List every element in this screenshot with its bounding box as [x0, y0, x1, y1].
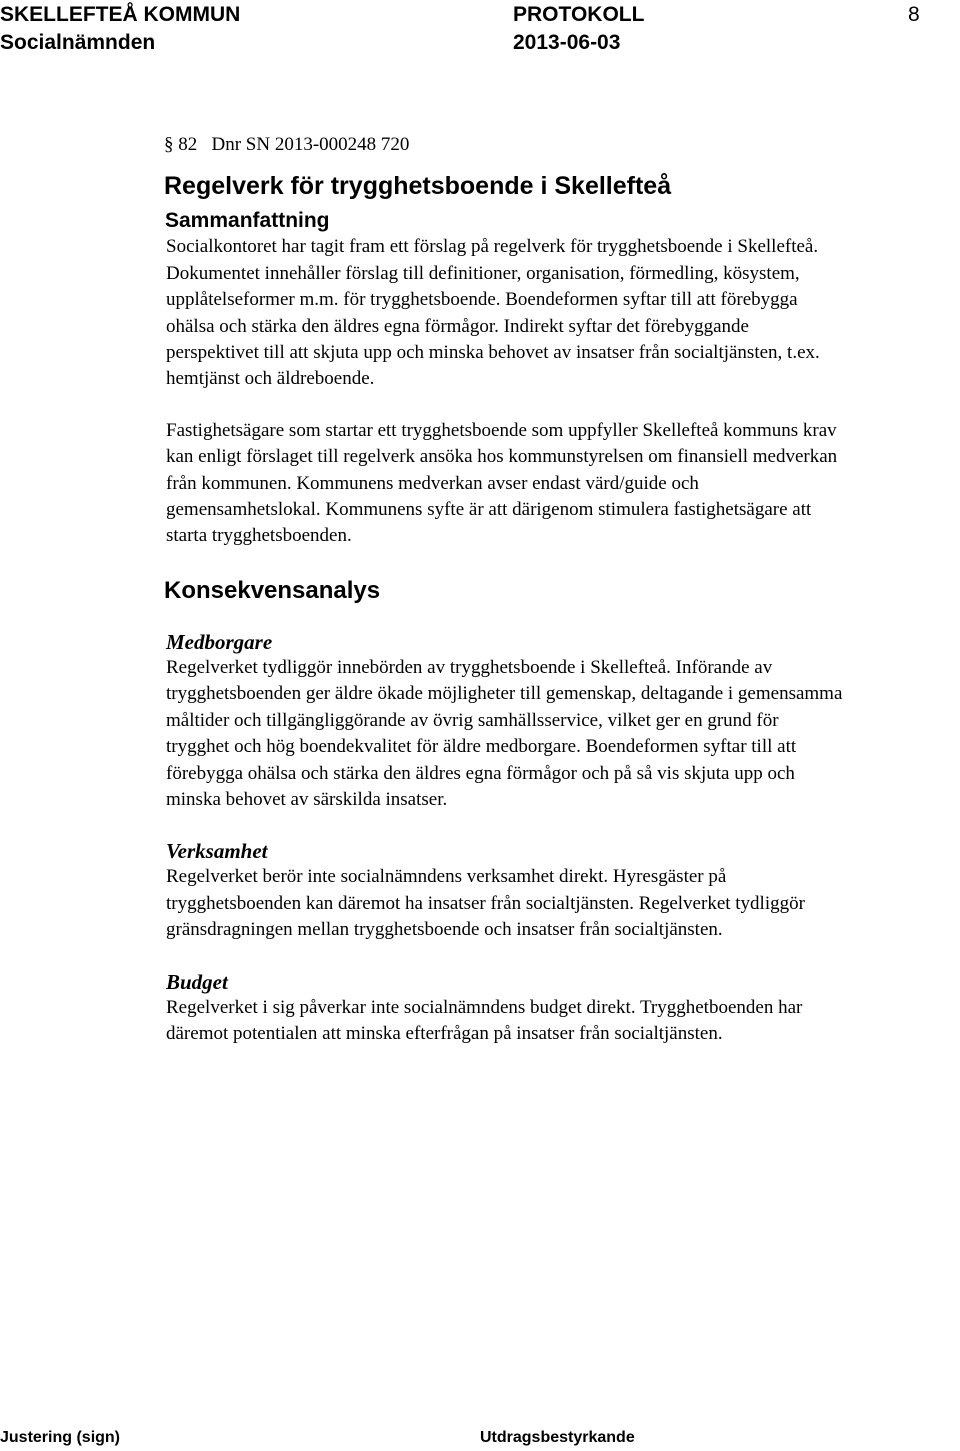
summary-paragraph-1: Socialkontoret har tagit fram ett förslag på regelverk för trygghetsboende i Skellefteå. Dokumentet innehåller förslag till definitioner, organisation, förmedling, kösystem, upplåtelseformer m.m. för trygghetsboende. Boendeformen syftar till att förebygga ohälsa och stärka den äldres egna förmågor. Indirekt syftar det förebyggande perspektivet till att skjuta upp och minska behovet av insatser från socialtjänsten, t.ex. hemtjänst och äldreboende. [166, 236, 820, 390]
citizens-text: Regelverket tydliggör innebörden av trygghetsboende i Skellefteå. Införande av trygghetsboenden ger äldre ökade möjligheter till gemenskap, deltagande i gemensamma måltider och tillgängliggörande av övrig samhällsservice, vilket ger en grund för trygghet och hög boendekvalitet för äldre medborgare. Boendeformen syftar till att förebygga ohälsa och stärka den äldres egna förmågor och på så vis skjuta upp och minska behovet av särskilda insatser. [166, 656, 843, 810]
footer-signature-label: Justering (sign) [0, 1429, 121, 1446]
page-title: Regelverk för trygghetsboende i Skellefteå [164, 172, 672, 201]
meeting-date: 2013-06-03 [513, 31, 621, 54]
document-type: PROTOKOLL [513, 3, 645, 26]
org-name: SKELLEFTEÅ KOMMUN [0, 3, 241, 26]
footer-certification-label: Utdragsbestyrkande [480, 1429, 635, 1446]
operations-text: Regelverket berör inte socialnämndens verksamhet direkt. Hyresgäster på trygghetsboenden kan däremot ha insatser från socialtjänsten. Regelverket tydliggör gränsdragningen mellan trygghetsboende och insatser från socialtjänsten. [166, 866, 805, 941]
budget-text: Regelverket i sig påverkar inte socialnämndens budget direkt. Trygghetboenden har däremot potentialen att minska efterfrågan på insatser från socialtjänsten. [166, 996, 803, 1044]
page-number: 8 [908, 3, 920, 26]
paragraph-number-line [164, 132, 846, 158]
committee-name: Socialnämnden [0, 31, 156, 54]
consequence-analysis-heading: Konsekvensanalys [164, 576, 381, 604]
section-sign: § [164, 134, 174, 155]
citizens-heading: Medborgare [166, 629, 273, 654]
budget-heading: Budget [166, 969, 228, 994]
protocol-body [166, 132, 846, 1072]
case-number: 82 Dnr SN 2013-000248 720 [178, 134, 410, 155]
operations-heading: Verksamhet [166, 839, 268, 864]
summary-paragraph-2: Fastighetsägare som startar ett trygghetsboende som uppfyller Skellefteå kommuns krav kan enligt förslaget till regelverk ansöka hos kommunstyrelsen om finansiell medverkan från kommunen. Kommunens medverkan avser endast värd/guide och gemensamhetslokal. Kommunens syfte är att därigenom stimulera fastighetsägare att starta trygghetsboenden. [166, 419, 838, 547]
summary-heading: Sammanfattning [165, 209, 330, 233]
